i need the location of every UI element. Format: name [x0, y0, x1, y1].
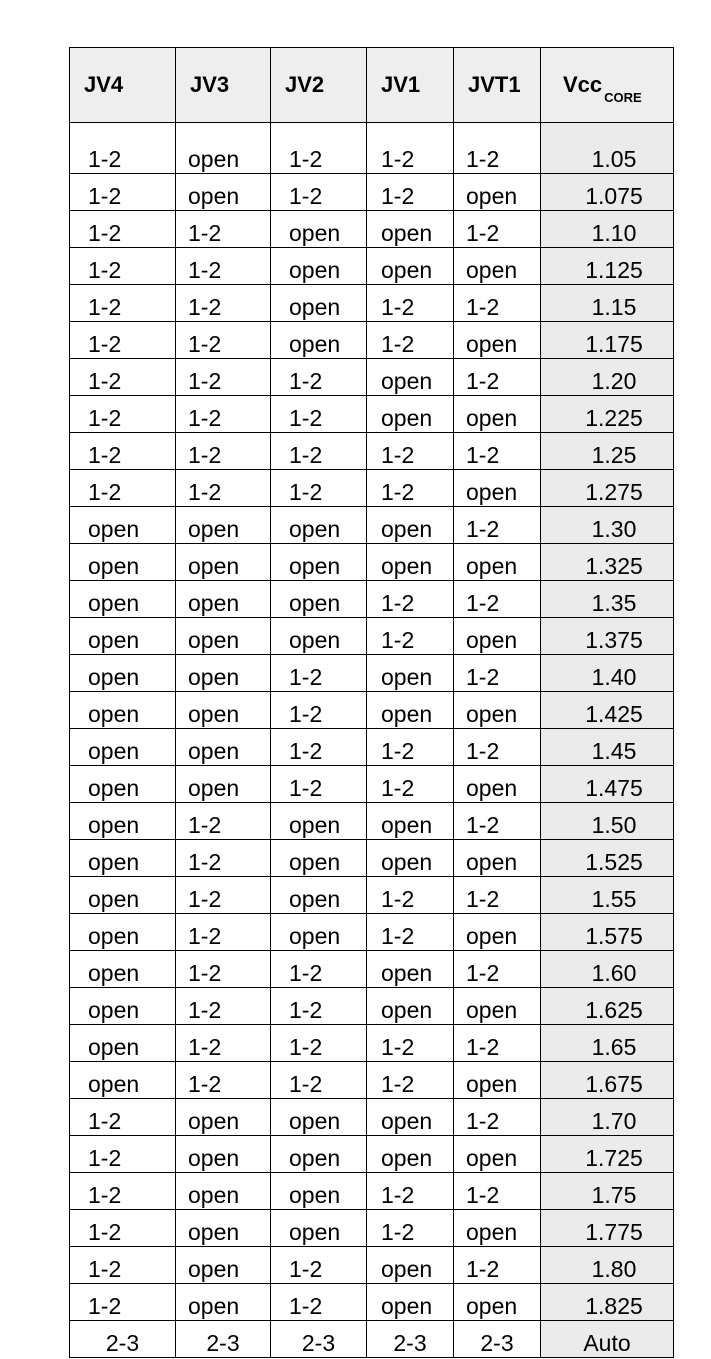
cell-jv1: 2-3 — [367, 1321, 454, 1358]
cell-jv3: open — [176, 1099, 271, 1136]
cell-vcc: 1.825 — [541, 1284, 674, 1321]
cell-jv3: open — [176, 729, 271, 766]
cell-jv4: 1-2 — [70, 1247, 176, 1284]
cell-jv4: 1-2 — [70, 248, 176, 285]
cell-jv4: open — [70, 914, 176, 951]
header-jv1: JV1 — [367, 48, 454, 123]
cell-jv4: 1-2 — [70, 123, 176, 174]
cell-jv3: 1-2 — [176, 322, 271, 359]
table-row — [70, 914, 674, 951]
table-row — [70, 951, 674, 988]
cell-jv2: open — [271, 840, 367, 877]
cell-vcc: 1.80 — [541, 1247, 674, 1284]
cell-jvt1: 2-3 — [454, 1321, 541, 1358]
cell-jv2: open — [271, 803, 367, 840]
cell-jv1: 1-2 — [367, 1025, 454, 1062]
cell-jv4: open — [70, 877, 176, 914]
cell-jv4: 1-2 — [70, 396, 176, 433]
cell-jv4: open — [70, 618, 176, 655]
cell-vcc: 1.475 — [541, 766, 674, 803]
cell-jvt1: open — [454, 840, 541, 877]
cell-jv2: 1-2 — [271, 433, 367, 470]
cell-jv4: 1-2 — [70, 1099, 176, 1136]
cell-jvt1: open — [454, 618, 541, 655]
table-row — [70, 1025, 674, 1062]
cell-jv4: open — [70, 729, 176, 766]
cell-jvt1: open — [454, 1062, 541, 1099]
header-jv4: JV4 — [70, 48, 176, 123]
cell-jv1: 1-2 — [367, 322, 454, 359]
cell-vcc: 1.55 — [541, 877, 674, 914]
cell-vcc: 1.775 — [541, 1210, 674, 1247]
table-row — [70, 1247, 674, 1284]
table-row — [70, 470, 674, 507]
cell-jv2: 1-2 — [271, 1062, 367, 1099]
cell-jv1: 1-2 — [367, 1173, 454, 1210]
table-row — [70, 1062, 674, 1099]
cell-jvt1: open — [454, 470, 541, 507]
cell-jv1: open — [367, 211, 454, 248]
table-row — [70, 1099, 674, 1136]
cell-jvt1: 1-2 — [454, 285, 541, 322]
table-row — [70, 248, 674, 285]
cell-vcc: 1.275 — [541, 470, 674, 507]
cell-vcc: 1.375 — [541, 618, 674, 655]
cell-jv3: 1-2 — [176, 396, 271, 433]
cell-jv1: 1-2 — [367, 1210, 454, 1247]
cell-jv1: 1-2 — [367, 618, 454, 655]
cell-jv3: 1-2 — [176, 470, 271, 507]
cell-vcc: 1.325 — [541, 544, 674, 581]
cell-jv2: 1-2 — [271, 1284, 367, 1321]
cell-vcc: Auto — [541, 1321, 674, 1358]
header-vcc-core — [541, 48, 674, 123]
cell-vcc: 1.60 — [541, 951, 674, 988]
cell-jv4: 1-2 — [70, 322, 176, 359]
cell-jvt1: open — [454, 692, 541, 729]
cell-jv1: open — [367, 396, 454, 433]
cell-jv1: 1-2 — [367, 914, 454, 951]
cell-jv4: open — [70, 766, 176, 803]
cell-jv2: 1-2 — [271, 396, 367, 433]
cell-jv1: 1-2 — [367, 729, 454, 766]
cell-jv3: open — [176, 1136, 271, 1173]
cell-jv2: 1-2 — [271, 174, 367, 211]
cell-vcc: 1.45 — [541, 729, 674, 766]
cell-jv2: 1-2 — [271, 359, 367, 396]
cell-jvt1: open — [454, 1136, 541, 1173]
table-row — [70, 618, 674, 655]
cell-jvt1: 1-2 — [454, 433, 541, 470]
cell-jvt1: 1-2 — [454, 359, 541, 396]
table-row — [70, 766, 674, 803]
cell-jv4: open — [70, 544, 176, 581]
cell-jv3: 1-2 — [176, 285, 271, 322]
table-row — [70, 1210, 674, 1247]
cell-jv2: open — [271, 1136, 367, 1173]
cell-jv4: 1-2 — [70, 1210, 176, 1247]
cell-jv3: 2-3 — [176, 1321, 271, 1358]
cell-jv2: open — [271, 914, 367, 951]
cell-jv3: 1-2 — [176, 840, 271, 877]
cell-jv4: 1-2 — [70, 1173, 176, 1210]
cell-jv2: open — [271, 248, 367, 285]
table-row — [70, 729, 674, 766]
cell-jv1: open — [367, 840, 454, 877]
cell-jvt1: open — [454, 914, 541, 951]
cell-jv1: open — [367, 1247, 454, 1284]
cell-jvt1: 1-2 — [454, 507, 541, 544]
cell-jv1: open — [367, 803, 454, 840]
cell-jvt1: 1-2 — [454, 803, 541, 840]
cell-jv3: 1-2 — [176, 914, 271, 951]
cell-vcc: 1.425 — [541, 692, 674, 729]
header-jvt1: JVT1 — [454, 48, 541, 123]
table-body — [70, 123, 674, 1358]
cell-jv2: open — [271, 618, 367, 655]
cell-jvt1: 1-2 — [454, 1173, 541, 1210]
cell-jv4: open — [70, 507, 176, 544]
cell-jvt1: 1-2 — [454, 729, 541, 766]
cell-jv3: open — [176, 174, 271, 211]
cell-jvt1: 1-2 — [454, 877, 541, 914]
table-row — [70, 507, 674, 544]
table-row — [70, 1321, 674, 1358]
cell-jv1: 1-2 — [367, 877, 454, 914]
table-row — [70, 840, 674, 877]
cell-jv1: open — [367, 507, 454, 544]
header-jv2: JV2 — [271, 48, 367, 123]
table-row — [70, 433, 674, 470]
cell-jv4: open — [70, 840, 176, 877]
table-row — [70, 803, 674, 840]
cell-jv3: 1-2 — [176, 211, 271, 248]
cell-jvt1: open — [454, 1284, 541, 1321]
table-row — [70, 174, 674, 211]
cell-vcc: 1.05 — [541, 123, 674, 174]
cell-jv1: 1-2 — [367, 433, 454, 470]
cell-jv3: open — [176, 544, 271, 581]
cell-jv4: 1-2 — [70, 433, 176, 470]
cell-jv2: 1-2 — [271, 1247, 367, 1284]
cell-vcc: 1.75 — [541, 1173, 674, 1210]
cell-jv1: 1-2 — [367, 470, 454, 507]
cell-jv2: 1-2 — [271, 692, 367, 729]
cell-vcc: 1.30 — [541, 507, 674, 544]
cell-jv3: 1-2 — [176, 359, 271, 396]
cell-jvt1: open — [454, 766, 541, 803]
cell-vcc: 1.40 — [541, 655, 674, 692]
cell-jv4: 1-2 — [70, 1136, 176, 1173]
cell-jv3: 1-2 — [176, 877, 271, 914]
table-row — [70, 285, 674, 322]
cell-vcc: 1.70 — [541, 1099, 674, 1136]
cell-jvt1: 1-2 — [454, 211, 541, 248]
header-jv3: JV3 — [176, 48, 271, 123]
cell-jv3: open — [176, 766, 271, 803]
cell-vcc: 1.725 — [541, 1136, 674, 1173]
cell-jv3: open — [176, 1284, 271, 1321]
cell-jvt1: open — [454, 988, 541, 1025]
cell-jv4: 1-2 — [70, 359, 176, 396]
cell-jv3: open — [176, 123, 271, 174]
cell-jv3: open — [176, 618, 271, 655]
jumper-voltage-table — [69, 47, 674, 1358]
cell-vcc: 1.225 — [541, 396, 674, 433]
cell-jv3: open — [176, 507, 271, 544]
cell-jv3: 1-2 — [176, 951, 271, 988]
cell-jv2: 1-2 — [271, 470, 367, 507]
cell-jv3: 1-2 — [176, 988, 271, 1025]
cell-jv3: open — [176, 655, 271, 692]
cell-jv1: 1-2 — [367, 1062, 454, 1099]
cell-jv2: 1-2 — [271, 766, 367, 803]
cell-jv4: open — [70, 1062, 176, 1099]
cell-jv4: open — [70, 655, 176, 692]
cell-jv3: 1-2 — [176, 248, 271, 285]
cell-jv1: open — [367, 1099, 454, 1136]
cell-jvt1: open — [454, 248, 541, 285]
header-vcc-label: Vcc — [563, 72, 603, 97]
cell-jvt1: 1-2 — [454, 1099, 541, 1136]
table-row — [70, 123, 674, 174]
cell-vcc: 1.65 — [541, 1025, 674, 1062]
cell-jv2: 1-2 — [271, 655, 367, 692]
cell-jv2: open — [271, 1173, 367, 1210]
cell-vcc: 1.175 — [541, 322, 674, 359]
cell-jv2: 1-2 — [271, 951, 367, 988]
cell-vcc: 1.50 — [541, 803, 674, 840]
cell-jv2: open — [271, 544, 367, 581]
table-row — [70, 988, 674, 1025]
cell-vcc: 1.625 — [541, 988, 674, 1025]
cell-jv3: 1-2 — [176, 433, 271, 470]
cell-jv2: open — [271, 581, 367, 618]
cell-jvt1: 1-2 — [454, 123, 541, 174]
header-vcc-subscript: CORE — [604, 90, 642, 105]
cell-jv4: 1-2 — [70, 1284, 176, 1321]
cell-jv3: open — [176, 1210, 271, 1247]
cell-jvt1: 1-2 — [454, 1025, 541, 1062]
cell-jv1: open — [367, 951, 454, 988]
cell-jv1: 1-2 — [367, 285, 454, 322]
table-row — [70, 1173, 674, 1210]
cell-vcc: 1.10 — [541, 211, 674, 248]
cell-jv2: open — [271, 285, 367, 322]
cell-vcc: 1.525 — [541, 840, 674, 877]
table-row — [70, 581, 674, 618]
cell-jvt1: open — [454, 322, 541, 359]
cell-jv4: open — [70, 988, 176, 1025]
cell-jv1: open — [367, 359, 454, 396]
table-row — [70, 877, 674, 914]
cell-vcc: 1.35 — [541, 581, 674, 618]
cell-jv4: 1-2 — [70, 211, 176, 248]
cell-jv1: 1-2 — [367, 174, 454, 211]
cell-vcc: 1.20 — [541, 359, 674, 396]
cell-jv1: 1-2 — [367, 581, 454, 618]
table-row — [70, 544, 674, 581]
cell-jv1: open — [367, 1136, 454, 1173]
cell-jvt1: open — [454, 1210, 541, 1247]
cell-jv3: open — [176, 692, 271, 729]
cell-jv1: 1-2 — [367, 766, 454, 803]
cell-jv3: 1-2 — [176, 1062, 271, 1099]
cell-jv2: 1-2 — [271, 988, 367, 1025]
cell-jv1: open — [367, 692, 454, 729]
table-row — [70, 692, 674, 729]
cell-jv3: 1-2 — [176, 1025, 271, 1062]
cell-jv2: 1-2 — [271, 123, 367, 174]
cell-jv1: 1-2 — [367, 123, 454, 174]
header-row — [70, 48, 674, 123]
table-row — [70, 211, 674, 248]
cell-jv4: open — [70, 803, 176, 840]
cell-jvt1: 1-2 — [454, 951, 541, 988]
cell-jv3: open — [176, 1173, 271, 1210]
cell-vcc: 1.675 — [541, 1062, 674, 1099]
cell-jv4: open — [70, 1025, 176, 1062]
table-row — [70, 1136, 674, 1173]
cell-jv2: open — [271, 211, 367, 248]
cell-jv2: open — [271, 877, 367, 914]
cell-jv3: 1-2 — [176, 803, 271, 840]
cell-jv3: open — [176, 1247, 271, 1284]
cell-jv2: open — [271, 507, 367, 544]
cell-jv2: 1-2 — [271, 1025, 367, 1062]
cell-jv1: open — [367, 248, 454, 285]
cell-jv4: 1-2 — [70, 285, 176, 322]
cell-jvt1: 1-2 — [454, 581, 541, 618]
table-row — [70, 322, 674, 359]
cell-jv1: open — [367, 1284, 454, 1321]
cell-jv1: open — [367, 988, 454, 1025]
table-row — [70, 359, 674, 396]
cell-vcc: 1.575 — [541, 914, 674, 951]
cell-jv4: open — [70, 951, 176, 988]
cell-jv4: open — [70, 692, 176, 729]
cell-jv2: open — [271, 322, 367, 359]
table-row — [70, 396, 674, 433]
cell-jv4: 1-2 — [70, 174, 176, 211]
cell-jv4: open — [70, 581, 176, 618]
table-row — [70, 1284, 674, 1321]
cell-jvt1: open — [454, 174, 541, 211]
cell-vcc: 1.125 — [541, 248, 674, 285]
cell-jvt1: open — [454, 396, 541, 433]
cell-vcc: 1.075 — [541, 174, 674, 211]
cell-jv4: 2-3 — [70, 1321, 176, 1358]
cell-vcc: 1.25 — [541, 433, 674, 470]
cell-jvt1: open — [454, 544, 541, 581]
cell-jv2: 1-2 — [271, 729, 367, 766]
cell-vcc: 1.15 — [541, 285, 674, 322]
cell-jv2: 2-3 — [271, 1321, 367, 1358]
cell-jvt1: 1-2 — [454, 655, 541, 692]
cell-jv1: open — [367, 655, 454, 692]
table-row — [70, 655, 674, 692]
cell-jv2: open — [271, 1210, 367, 1247]
cell-jv4: 1-2 — [70, 470, 176, 507]
cell-jvt1: 1-2 — [454, 1247, 541, 1284]
cell-jv3: open — [176, 581, 271, 618]
cell-jv2: open — [271, 1099, 367, 1136]
cell-jv1: open — [367, 544, 454, 581]
